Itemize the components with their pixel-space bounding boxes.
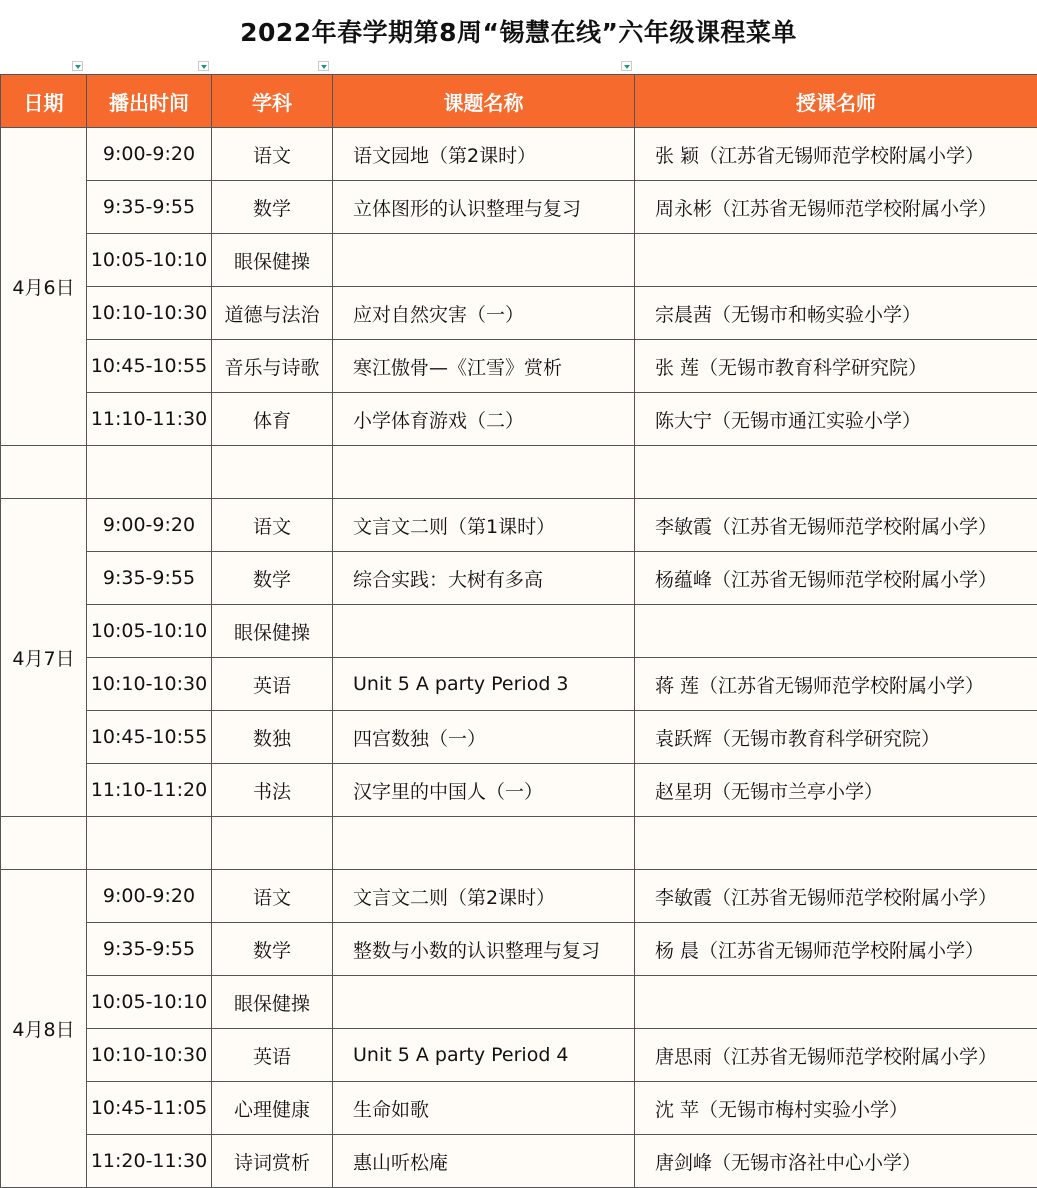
time-cell[interactable]: 11:10-11:20	[87, 764, 212, 817]
topic-cell[interactable]: 寒江傲骨—《江雪》赏析	[333, 340, 635, 393]
empty-cell[interactable]	[635, 446, 1037, 499]
time-cell[interactable]: 9:35-9:55	[87, 552, 212, 605]
subject-cell[interactable]: 诗词赏析	[212, 1135, 333, 1188]
time-cell[interactable]: 10:45-10:55	[87, 711, 212, 764]
empty-cell[interactable]	[333, 446, 635, 499]
time-cell[interactable]: 11:20-11:30	[87, 1135, 212, 1188]
topic-cell[interactable]: 立体图形的认识整理与复习	[333, 181, 635, 234]
subject-cell[interactable]: 英语	[212, 658, 333, 711]
time-cell[interactable]: 11:10-11:30	[87, 393, 212, 446]
subject-cell[interactable]: 眼保健操	[212, 234, 333, 287]
course-schedule-table	[0, 74, 1037, 1188]
teacher-cell[interactable]: 唐剑峰（无锡市洛社中心小学）	[635, 1135, 1037, 1188]
table-row	[1, 1082, 1037, 1135]
subject-cell[interactable]: 英语	[212, 1029, 333, 1082]
time-cell[interactable]: 9:00-9:20	[87, 870, 212, 923]
topic-cell[interactable]: 生命如歌	[333, 1082, 635, 1135]
spacer-row	[1, 446, 1037, 499]
empty-cell[interactable]	[333, 817, 635, 870]
filter-dropdown-icon[interactable]	[198, 61, 209, 71]
topic-cell[interactable]: 整数与小数的认识整理与复习	[333, 923, 635, 976]
subject-cell[interactable]: 语文	[212, 870, 333, 923]
table-row	[1, 1135, 1037, 1188]
teacher-cell[interactable]: 沈 苹（无锡市梅村实验小学）	[635, 1082, 1037, 1135]
table-row	[1, 128, 1037, 181]
topic-cell[interactable]: 文言文二则（第2课时）	[333, 870, 635, 923]
table-row	[1, 976, 1037, 1029]
table-row	[1, 181, 1037, 234]
teacher-cell[interactable]: 赵星玥（无锡市兰亭小学）	[635, 764, 1037, 817]
spacer-row	[1, 817, 1037, 870]
table-row	[1, 870, 1037, 923]
table-row	[1, 923, 1037, 976]
teacher-cell[interactable]: 周永彬（江苏省无锡师范学校附属小学）	[635, 181, 1037, 234]
teacher-cell[interactable]: 宗晨茜（无锡市和畅实验小学）	[635, 287, 1037, 340]
time-cell[interactable]: 10:05-10:10	[87, 234, 212, 287]
topic-cell[interactable]: Unit 5 A party Period 4	[333, 1029, 635, 1082]
topic-cell[interactable]: 惠山听松庵	[333, 1135, 635, 1188]
table-row	[1, 605, 1037, 658]
time-cell[interactable]: 9:35-9:55	[87, 181, 212, 234]
teacher-cell[interactable]: 张 莲（无锡市教育科学研究院）	[635, 340, 1037, 393]
topic-cell[interactable]	[333, 976, 635, 1029]
header-topic[interactable]: 课题名称	[333, 75, 635, 128]
date-cell[interactable]: 4月7日	[1, 499, 87, 817]
time-cell[interactable]: 9:00-9:20	[87, 128, 212, 181]
date-cell[interactable]: 4月6日	[1, 128, 87, 446]
time-cell[interactable]: 10:05-10:10	[87, 976, 212, 1029]
filter-dropdown-icon[interactable]	[621, 61, 632, 71]
header-row	[1, 75, 1037, 128]
time-cell[interactable]: 10:10-10:30	[87, 1029, 212, 1082]
empty-cell[interactable]	[1, 446, 87, 499]
topic-cell[interactable]: 应对自然灾害（一）	[333, 287, 635, 340]
table-row	[1, 711, 1037, 764]
subject-cell[interactable]: 体育	[212, 393, 333, 446]
topic-cell[interactable]: 文言文二则（第1课时）	[333, 499, 635, 552]
teacher-cell[interactable]	[635, 976, 1037, 1029]
table-row	[1, 340, 1037, 393]
header-teacher[interactable]: 授课名师	[635, 75, 1037, 128]
table-row	[1, 234, 1037, 287]
teacher-cell[interactable]: 杨蕴峰（江苏省无锡师范学校附属小学）	[635, 552, 1037, 605]
teacher-cell[interactable]	[635, 605, 1037, 658]
topic-cell[interactable]	[333, 234, 635, 287]
subject-cell[interactable]: 眼保健操	[212, 976, 333, 1029]
time-cell[interactable]: 10:10-10:30	[87, 658, 212, 711]
table-row	[1, 499, 1037, 552]
table-row	[1, 1029, 1037, 1082]
page-title: 2022年春学期第8周“锡慧在线”六年级课程菜单	[240, 18, 797, 47]
subject-cell[interactable]: 数学	[212, 552, 333, 605]
subject-cell[interactable]: 书法	[212, 764, 333, 817]
subject-cell[interactable]: 语文	[212, 499, 333, 552]
filter-dropdown-icon[interactable]	[72, 61, 83, 71]
time-cell[interactable]: 10:10-10:30	[87, 287, 212, 340]
topic-cell[interactable]: Unit 5 A party Period 3	[333, 658, 635, 711]
table-row	[1, 658, 1037, 711]
time-cell[interactable]: 10:45-10:55	[87, 340, 212, 393]
subject-cell[interactable]: 心理健康	[212, 1082, 333, 1135]
table-row	[1, 552, 1037, 605]
subject-cell[interactable]: 数独	[212, 711, 333, 764]
table-row	[1, 287, 1037, 340]
subject-cell[interactable]: 数学	[212, 923, 333, 976]
header-subject[interactable]: 学科	[212, 75, 333, 128]
teacher-cell[interactable]: 李敏霞（江苏省无锡师范学校附属小学）	[635, 499, 1037, 552]
empty-cell[interactable]	[635, 817, 1037, 870]
teacher-cell[interactable]: 杨 晨（江苏省无锡师范学校附属小学）	[635, 923, 1037, 976]
subject-cell[interactable]: 音乐与诗歌	[212, 340, 333, 393]
time-cell[interactable]: 10:45-11:05	[87, 1082, 212, 1135]
time-cell[interactable]: 9:00-9:20	[87, 499, 212, 552]
filter-dropdown-icon[interactable]	[318, 61, 329, 71]
teacher-cell[interactable]: 袁跃辉（无锡市教育科学研究院）	[635, 711, 1037, 764]
subject-cell[interactable]: 语文	[212, 128, 333, 181]
topic-cell[interactable]: 综合实践：大树有多高	[333, 552, 635, 605]
subject-cell[interactable]: 眼保健操	[212, 605, 333, 658]
subject-cell[interactable]: 道德与法治	[212, 287, 333, 340]
empty-cell[interactable]	[87, 817, 212, 870]
time-cell[interactable]: 9:35-9:55	[87, 923, 212, 976]
subject-cell[interactable]: 数学	[212, 181, 333, 234]
header-time[interactable]: 播出时间	[87, 75, 212, 128]
empty-cell[interactable]	[1, 817, 87, 870]
teacher-cell[interactable]	[635, 234, 1037, 287]
table-row	[1, 393, 1037, 446]
teacher-cell[interactable]: 张 颖（江苏省无锡师范学校附属小学）	[635, 128, 1037, 181]
date-cell[interactable]: 4月8日	[1, 870, 87, 1188]
topic-cell[interactable]	[333, 605, 635, 658]
header-date[interactable]: 日期	[1, 75, 87, 128]
topic-cell[interactable]: 语文园地（第2课时）	[333, 128, 635, 181]
table-row	[1, 764, 1037, 817]
teacher-cell[interactable]: 李敏霞（江苏省无锡师范学校附属小学）	[635, 870, 1037, 923]
topic-cell[interactable]: 小学体育游戏（二）	[333, 393, 635, 446]
teacher-cell[interactable]: 陈大宁（无锡市通江实验小学）	[635, 393, 1037, 446]
time-cell[interactable]: 10:05-10:10	[87, 605, 212, 658]
teacher-cell[interactable]: 蒋 莲（江苏省无锡师范学校附属小学）	[635, 658, 1037, 711]
empty-cell[interactable]	[87, 446, 212, 499]
teacher-cell[interactable]: 唐思雨（江苏省无锡师范学校附属小学）	[635, 1029, 1037, 1082]
topic-cell[interactable]: 四宫数独（一）	[333, 711, 635, 764]
empty-cell[interactable]	[212, 446, 333, 499]
empty-cell[interactable]	[212, 817, 333, 870]
topic-cell[interactable]: 汉字里的中国人（一）	[333, 764, 635, 817]
